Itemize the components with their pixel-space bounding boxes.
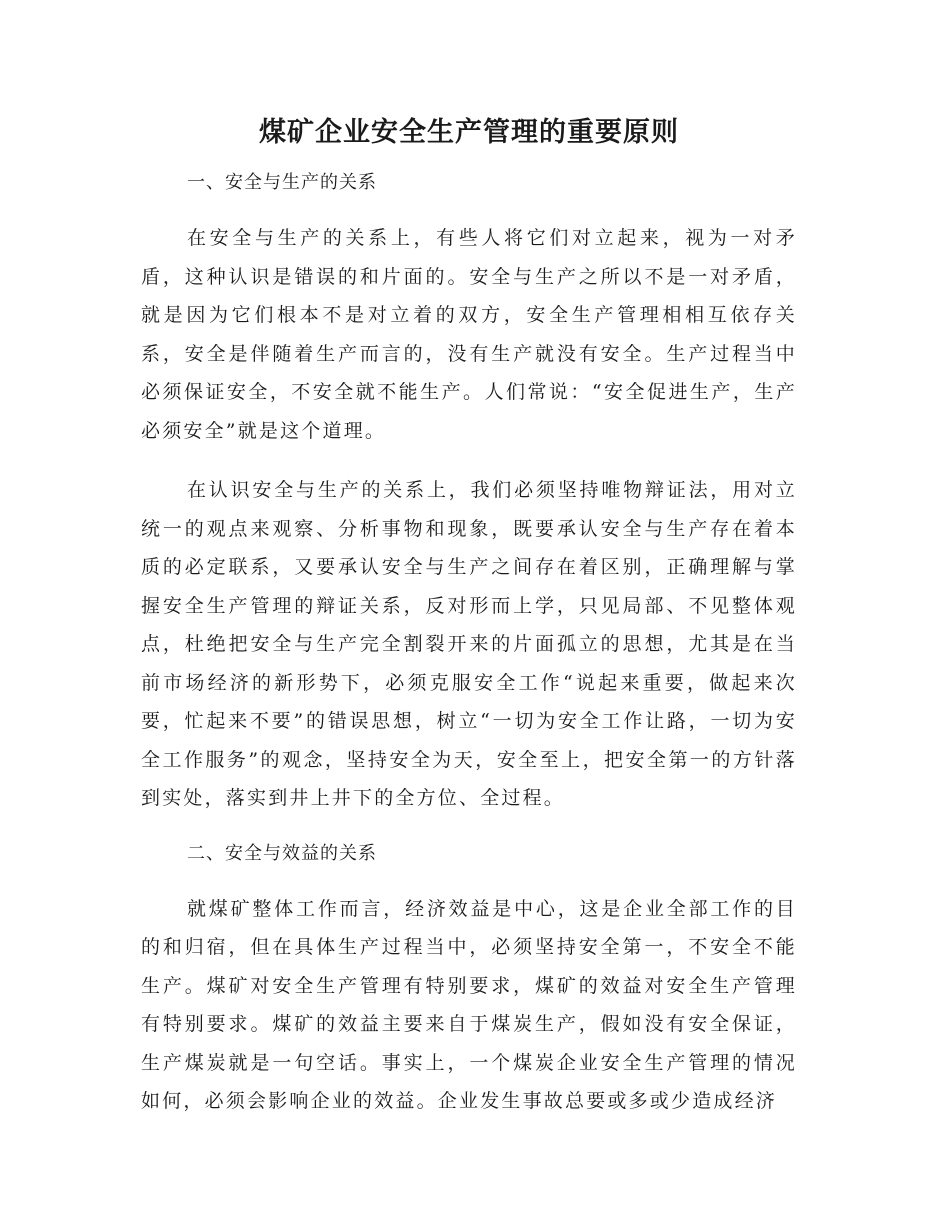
document-page bbox=[141, 0, 797, 1121]
paragraph-1: 在安全与生产的关系上，有些人将它们对立起来，视为一对矛盾，这种认识是错误的和片面的。安全与生产之所以不是一对矛盾，就是因为它们根本不是对立着的双方，安全生产管理相相互依存关系，安全是伴随着生产而言的，没有生产就没有安全。生产过程当中必须保证安全，不安全就不能生产。人们常说：“安全促进生产，生产必须安全”就是这个道理。 bbox=[141, 227, 797, 442]
document-title: 煤矿企业安全生产管理的重要原则 bbox=[259, 117, 679, 148]
section-heading-1: 一、安全与生产的关系 bbox=[187, 172, 377, 193]
paragraph-3: 就煤矿整体工作而言，经济效益是中心，这是企业全部工作的目的和归宿，但在具体生产过程当中，必须坚持安全第一，不安全不能生产。煤矿对安全生产管理有特别要求，煤矿的效益对安全生产管理有特别要求。煤矿的效益主要来自于煤炭生产，假如没有安全保证，生产煤炭就是一句空话。事实上，一个煤炭企业安全生产管理的情况如何，必须会影响企业的效益。企业发生事故总要或多或少造成经济 bbox=[141, 897, 797, 1112]
paragraph-2: 在认识安全与生产的关系上，我们必须坚持唯物辩证法，用对立统一的观点来观察、分析事物和现象，既要承认安全与生产存在着本质的必定联系，又要承认安全与生产之间存在着区别，正确理解与掌握安全生产管理的辩证关系，反对形而上学，只见局部、不见整体观点，杜绝把安全与生产完全割裂开来的片面孤立的思想，尤其是在当前市场经济的新形势下，必须克服安全工作“说起来重要，做起来次要，忙起来不要”的错误思想，树立“一切为安全工作让路，一切为安全工作服务”的观念，坚持安全为天，安全至上，把安全第一的方针落到实处，落实到井上井下的全方位、全过程。 bbox=[141, 479, 797, 809]
section-heading-2: 二、安全与效益的关系 bbox=[187, 842, 377, 864]
